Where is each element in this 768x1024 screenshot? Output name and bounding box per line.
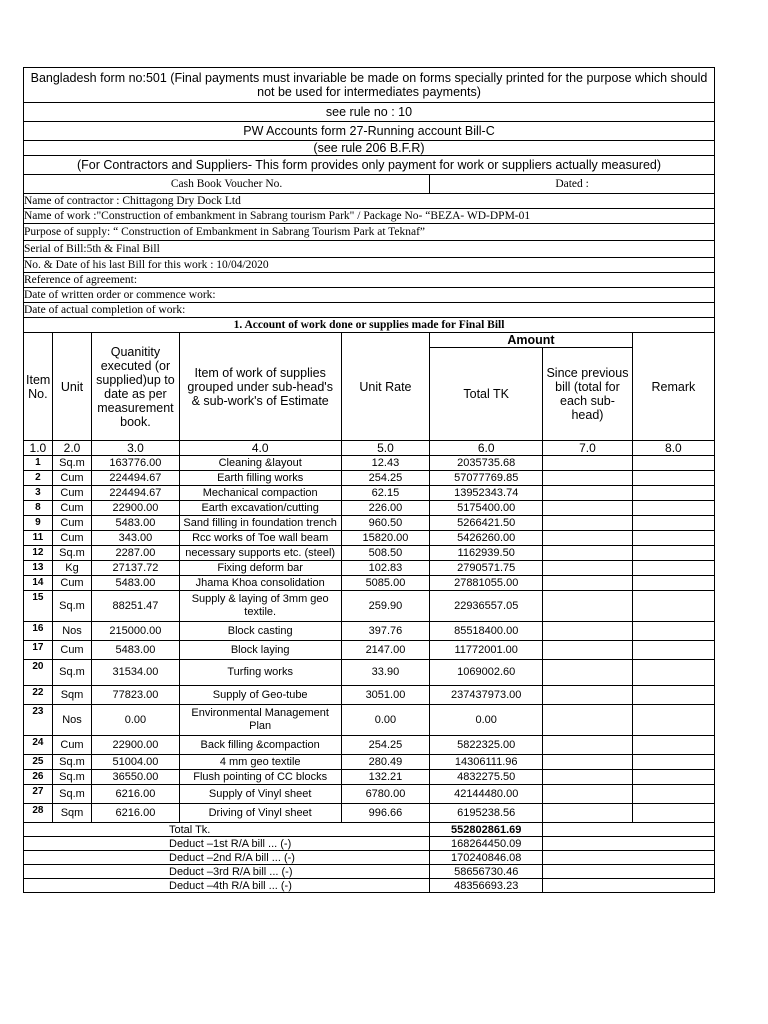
row-total: 0.00 [430, 705, 543, 736]
contractor-name: Name of contractor : Chittagong Dry Dock Ltd [24, 194, 715, 209]
row-item: 15 [24, 591, 53, 622]
row-unit: Cum [52, 516, 91, 531]
row-work: Rcc works of Toe wall beam [179, 531, 341, 546]
row-total: 57077769.85 [430, 471, 543, 486]
row-total: 14306111.96 [430, 755, 543, 770]
row-since [543, 486, 633, 501]
row-rate: 62.15 [341, 486, 429, 501]
col-header-item: Item No. [24, 333, 53, 441]
row-quantity: 215000.00 [92, 622, 179, 641]
row-quantity: 22900.00 [92, 501, 179, 516]
row-quantity: 77823.00 [92, 686, 179, 705]
summary-blank [543, 837, 715, 851]
row-item: 12 [24, 546, 53, 561]
row-work: Jhama Khoa consolidation [179, 576, 341, 591]
row-unit: Cum [52, 576, 91, 591]
row-unit: Kg [52, 561, 91, 576]
row-quantity: 31534.00 [92, 660, 179, 686]
row-since [543, 770, 633, 785]
col-header-work: Item of work of supplies grouped under sub-head's & sub-work's of Estimate [179, 333, 341, 441]
summary-label: Deduct –3rd R/A bill ... (-) [24, 865, 430, 879]
row-remark [632, 456, 714, 471]
row-item: 1 [24, 456, 53, 471]
row-rate: 5085.00 [341, 576, 429, 591]
agreement-reference: Reference of agreement: [24, 273, 715, 288]
row-unit: Sq.m [52, 755, 91, 770]
summary-value: 168264450.09 [430, 837, 543, 851]
row-quantity: 51004.00 [92, 755, 179, 770]
row-rate: 15820.00 [341, 531, 429, 546]
row-unit: Sq.m [52, 770, 91, 785]
col-number: 3.0 [92, 441, 179, 456]
summary-label: Deduct –2nd R/A bill ... (-) [24, 851, 430, 865]
summary-blank [543, 865, 715, 879]
row-item: 17 [24, 641, 53, 660]
summary-label: Deduct –1st R/A bill ... (-) [24, 837, 430, 851]
row-total: 5822325.00 [430, 736, 543, 755]
table-row [24, 456, 715, 471]
row-rate: 132.21 [341, 770, 429, 785]
table-row [24, 486, 715, 501]
purpose-of-supply: Purpose of supply: “ Construction of Embankment in Sabrang Tourism Park at Teknaf” [24, 224, 715, 241]
summary-row [24, 879, 715, 893]
row-rate: 12.43 [341, 456, 429, 471]
row-since [543, 561, 633, 576]
row-quantity: 2287.00 [92, 546, 179, 561]
table-row [24, 705, 715, 736]
row-work: Driving of Vinyl sheet [179, 804, 341, 823]
row-work: Cleaning &layout [179, 456, 341, 471]
table-row [24, 755, 715, 770]
row-remark [632, 516, 714, 531]
row-total: 4832275.50 [430, 770, 543, 785]
completion-date: Date of actual completion of work: [24, 303, 715, 318]
row-work: Flush pointing of CC blocks [179, 770, 341, 785]
col-header-remark: Remark [632, 333, 714, 441]
purpose-note: (For Contractors and Suppliers- This form provides only payment for work or suppliers actually measured) [24, 156, 715, 175]
row-rate: 102.83 [341, 561, 429, 576]
table-row [24, 471, 715, 486]
row-remark [632, 641, 714, 660]
row-quantity: 163776.00 [92, 456, 179, 471]
row-quantity: 27137.72 [92, 561, 179, 576]
table-row [24, 531, 715, 546]
table-row [24, 736, 715, 755]
row-item: 23 [24, 705, 53, 736]
row-remark [632, 561, 714, 576]
bill-serial: Serial of Bill:5th & Final Bill [24, 241, 715, 258]
row-unit: Nos [52, 705, 91, 736]
col-number: 1.0 [24, 441, 53, 456]
summary-value: 170240846.08 [430, 851, 543, 865]
table-row [24, 770, 715, 785]
col-number: 2.0 [52, 441, 91, 456]
row-total: 6195238.56 [430, 804, 543, 823]
row-remark [632, 705, 714, 736]
row-since [543, 591, 633, 622]
row-item: 11 [24, 531, 53, 546]
summary-blank [543, 851, 715, 865]
summary-row [24, 851, 715, 865]
row-item: 14 [24, 576, 53, 591]
row-quantity: 6216.00 [92, 804, 179, 823]
row-rate: 996.66 [341, 804, 429, 823]
row-work: Block casting [179, 622, 341, 641]
row-quantity: 22900.00 [92, 736, 179, 755]
row-quantity: 0.00 [92, 705, 179, 736]
row-work: Supply & laying of 3mm geo textile. [179, 591, 341, 622]
written-order-date: Date of written order or commence work: [24, 288, 715, 303]
summary-label: Total Tk. [24, 823, 430, 837]
row-since [543, 686, 633, 705]
table-row [24, 546, 715, 561]
row-total: 42144480.00 [430, 785, 543, 804]
row-unit: Cum [52, 486, 91, 501]
row-total: 237437973.00 [430, 686, 543, 705]
rule-reference: (see rule 206 B.F.R) [24, 141, 715, 156]
summary-row [24, 837, 715, 851]
row-total: 2790571.75 [430, 561, 543, 576]
row-since [543, 736, 633, 755]
table-row [24, 576, 715, 591]
row-rate: 33.90 [341, 660, 429, 686]
row-remark [632, 804, 714, 823]
row-total: 27881055.00 [430, 576, 543, 591]
row-since [543, 622, 633, 641]
row-remark [632, 755, 714, 770]
last-bill-date: No. & Date of his last Bill for this work : 10/04/2020 [24, 258, 715, 273]
row-quantity: 5483.00 [92, 641, 179, 660]
table-row [24, 516, 715, 531]
row-item: 28 [24, 804, 53, 823]
row-since [543, 501, 633, 516]
table-row [24, 501, 715, 516]
col-number: 6.0 [430, 441, 543, 456]
row-remark [632, 576, 714, 591]
row-unit: Nos [52, 622, 91, 641]
row-item: 24 [24, 736, 53, 755]
row-rate: 0.00 [341, 705, 429, 736]
col-header-rate: Unit Rate [341, 333, 429, 441]
row-since [543, 705, 633, 736]
row-item: 13 [24, 561, 53, 576]
table-row [24, 785, 715, 804]
row-total: 1069002.60 [430, 660, 543, 686]
row-quantity: 343.00 [92, 531, 179, 546]
row-since [543, 755, 633, 770]
row-quantity: 224494.67 [92, 486, 179, 501]
row-work: Environmental Management Plan [179, 705, 341, 736]
row-since [543, 456, 633, 471]
col-header-since: Since previous bill (total for each sub-head) [543, 348, 633, 441]
row-remark [632, 686, 714, 705]
row-work: necessary supports etc. (steel) [179, 546, 341, 561]
table-row [24, 660, 715, 686]
row-since [543, 546, 633, 561]
row-work: Block laying [179, 641, 341, 660]
row-remark [632, 622, 714, 641]
row-unit: Sq.m [52, 456, 91, 471]
row-work: Fixing deform bar [179, 561, 341, 576]
row-total: 13952343.74 [430, 486, 543, 501]
row-unit: Cum [52, 471, 91, 486]
summary-blank [543, 879, 715, 893]
row-total: 2035735.68 [430, 456, 543, 471]
summary-value: 48356693.23 [430, 879, 543, 893]
bill-table [23, 67, 715, 893]
col-number: 4.0 [179, 441, 341, 456]
row-rate: 6780.00 [341, 785, 429, 804]
summary-label: Deduct –4th R/A bill ... (-) [24, 879, 430, 893]
cash-book-voucher: Cash Book Voucher No. [24, 175, 430, 194]
row-rate: 280.49 [341, 755, 429, 770]
col-header-total: Total TK [430, 348, 543, 441]
form-header-line: Bangladesh form no:501 (Final payments must invariable be made on forms specially printed for the purpose which should not be used for intermediates payments) [24, 68, 715, 103]
row-unit: Sq.m [52, 660, 91, 686]
row-remark [632, 471, 714, 486]
summary-value: 58656730.46 [430, 865, 543, 879]
row-since [543, 531, 633, 546]
work-name: Name of work :"Construction of embankment in Sabrang tourism Park" / Package No- “BEZA- WD-DPM-01 [24, 209, 715, 224]
row-remark [632, 736, 714, 755]
summary-value: 552802861.69 [430, 823, 543, 837]
row-item: 22 [24, 686, 53, 705]
row-rate: 226.00 [341, 501, 429, 516]
row-item: 25 [24, 755, 53, 770]
row-since [543, 785, 633, 804]
form-title: PW Accounts form 27-Running account Bill-C [24, 122, 715, 141]
row-remark [632, 486, 714, 501]
row-since [543, 516, 633, 531]
row-unit: Cum [52, 501, 91, 516]
row-since [543, 641, 633, 660]
col-header-unit: Unit [52, 333, 91, 441]
row-item: 8 [24, 501, 53, 516]
row-unit: Cum [52, 736, 91, 755]
row-quantity: 5483.00 [92, 576, 179, 591]
row-item: 3 [24, 486, 53, 501]
row-remark [632, 546, 714, 561]
col-number: 8.0 [632, 441, 714, 456]
row-item: 26 [24, 770, 53, 785]
row-unit: Sq.m [52, 785, 91, 804]
row-rate: 397.76 [341, 622, 429, 641]
row-rate: 3051.00 [341, 686, 429, 705]
row-quantity: 6216.00 [92, 785, 179, 804]
row-work: Sand filling in foundation trench [179, 516, 341, 531]
row-quantity: 224494.67 [92, 471, 179, 486]
row-unit: Cum [52, 531, 91, 546]
table-row [24, 622, 715, 641]
row-rate: 2147.00 [341, 641, 429, 660]
row-unit: Sq.m [52, 546, 91, 561]
row-rate: 508.50 [341, 546, 429, 561]
row-total: 85518400.00 [430, 622, 543, 641]
row-work: Turfing works [179, 660, 341, 686]
table-row [24, 591, 715, 622]
col-number: 7.0 [543, 441, 633, 456]
summary-blank [543, 823, 715, 837]
row-remark [632, 531, 714, 546]
row-remark [632, 785, 714, 804]
row-work: 4 mm geo textile [179, 755, 341, 770]
col-header-quantity: Quanitity executed (or supplied)up to date as per measurement book. [92, 333, 179, 441]
row-quantity: 88251.47 [92, 591, 179, 622]
dated-label: Dated : [430, 175, 715, 194]
section-title: 1. Account of work done or supplies made for Final Bill [24, 318, 715, 333]
row-unit: Cum [52, 641, 91, 660]
col-header-amount: Amount [430, 333, 633, 348]
table-row [24, 561, 715, 576]
summary-row [24, 823, 715, 837]
row-item: 27 [24, 785, 53, 804]
row-total: 22936557.05 [430, 591, 543, 622]
table-row [24, 686, 715, 705]
row-work: Earth excavation/cutting [179, 501, 341, 516]
row-work: Supply of Geo-tube [179, 686, 341, 705]
col-number: 5.0 [341, 441, 429, 456]
row-quantity: 36550.00 [92, 770, 179, 785]
row-item: 20 [24, 660, 53, 686]
row-total: 5426260.00 [430, 531, 543, 546]
row-total: 5175400.00 [430, 501, 543, 516]
row-quantity: 5483.00 [92, 516, 179, 531]
row-work: Back filling &compaction [179, 736, 341, 755]
row-unit: Sqm [52, 686, 91, 705]
row-remark [632, 591, 714, 622]
row-since [543, 471, 633, 486]
summary-row [24, 865, 715, 879]
row-since [543, 576, 633, 591]
row-rate: 259.90 [341, 591, 429, 622]
table-row [24, 804, 715, 823]
row-work: Mechanical compaction [179, 486, 341, 501]
row-remark [632, 770, 714, 785]
row-work: Supply of Vinyl sheet [179, 785, 341, 804]
row-item: 2 [24, 471, 53, 486]
row-total: 5266421.50 [430, 516, 543, 531]
row-unit: Sqm [52, 804, 91, 823]
row-item: 9 [24, 516, 53, 531]
row-since [543, 804, 633, 823]
row-item: 16 [24, 622, 53, 641]
row-rate: 254.25 [341, 471, 429, 486]
row-rate: 960.50 [341, 516, 429, 531]
row-remark [632, 660, 714, 686]
row-work: Earth filling works [179, 471, 341, 486]
row-total: 1162939.50 [430, 546, 543, 561]
row-remark [632, 501, 714, 516]
row-since [543, 660, 633, 686]
row-total: 11772001.00 [430, 641, 543, 660]
rule-line: see rule no : 10 [24, 103, 715, 122]
row-unit: Sq.m [52, 591, 91, 622]
table-row [24, 641, 715, 660]
row-rate: 254.25 [341, 736, 429, 755]
bill-form [23, 67, 715, 893]
